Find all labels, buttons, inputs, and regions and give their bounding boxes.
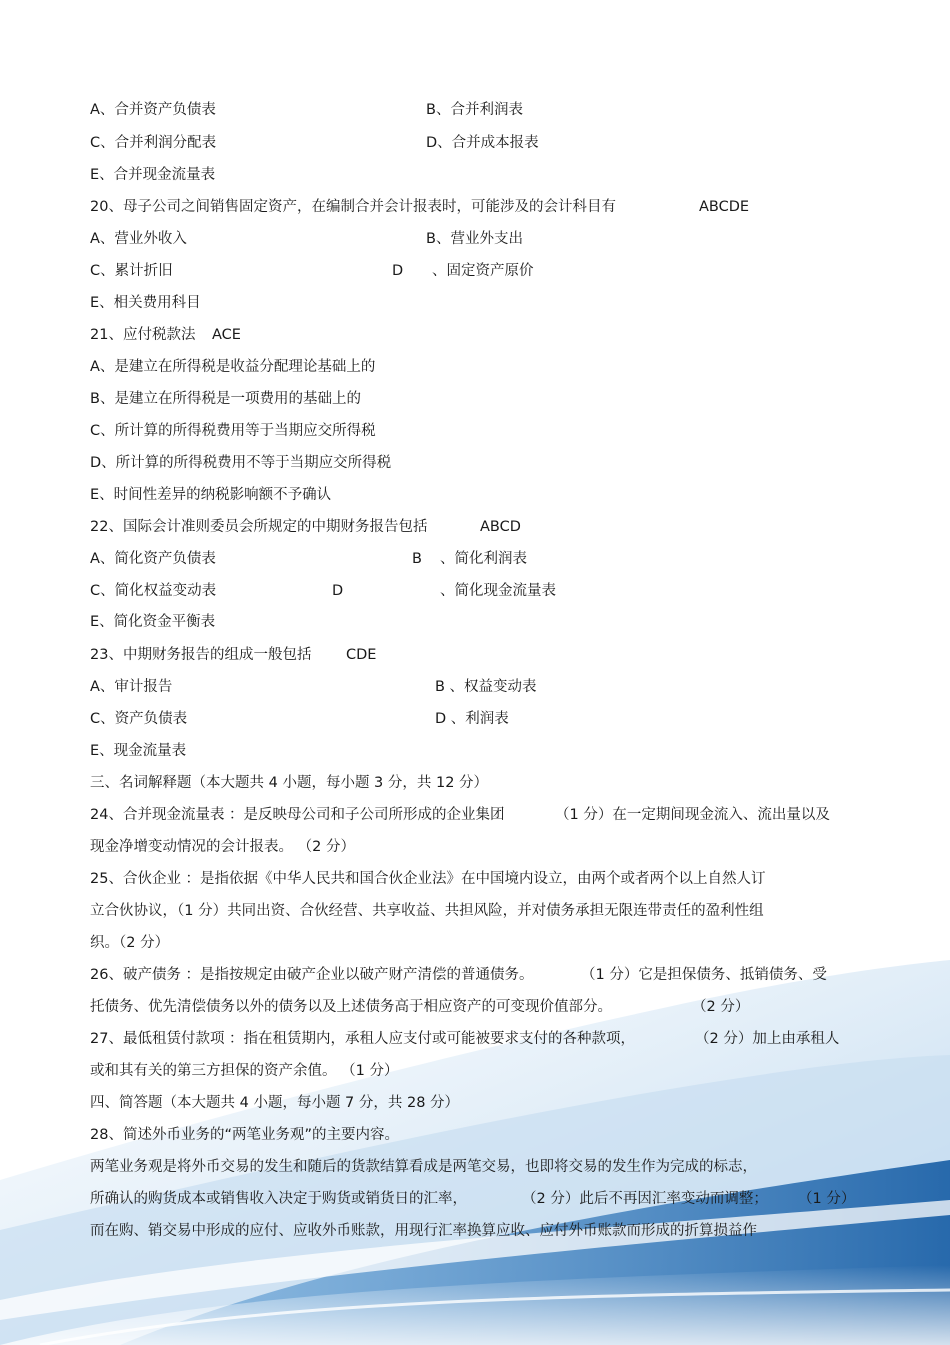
q20-option-a: A、营业外收入 [90, 231, 187, 247]
q20-option-d-letter: D [392, 263, 404, 279]
q19-option-e: E、合并现金流量表 [90, 167, 216, 183]
q21-question: 21、应付税款法 [90, 327, 196, 343]
q22-option-d-text: 、简化现金流量表 [440, 583, 556, 599]
q19-option-c: C、合并利润分配表 [90, 135, 217, 151]
q28-question: 28、简述外币业务的“两笔业务观”的主要内容。 [90, 1127, 399, 1143]
section-3-heading: 三、名词解释题（本大题共 4 小题，每小题 3 分，共 12 分） [90, 775, 489, 791]
q28-answer-line-2-score-2: （1 分） [798, 1191, 856, 1207]
q20-option-b: B、营业外支出 [426, 231, 523, 247]
q21-option-d: D、所计算的所得税费用不等于当期应交所得税 [90, 455, 392, 471]
q22-option-b-text: 、简化利润表 [440, 551, 527, 567]
q26-line-2-score: （2 分） [692, 999, 750, 1015]
q22-option-c: C、简化权益变动表 [90, 583, 217, 599]
q27-line-2: 或和其有关的第三方担保的资产余值。 （1 分） [90, 1063, 399, 1079]
q23-option-d: D 、利润表 [435, 711, 509, 727]
q25-line-1: 25、合伙企业 ：是指依据《中华人民共和国合伙企业法》在中国境内设立，由两个或者两个以上自然人订 [90, 871, 766, 887]
q19-option-b: B、合并利润表 [426, 102, 523, 118]
q28-answer-line-2-score: （2 分）此后不再因汇率变动而调整； [522, 1191, 768, 1207]
q28-answer-line-2: 所确认的购货成本或销售收入决定于购货或销货日的汇率， [90, 1191, 467, 1207]
section-4-heading: 四、简答题（本大题共 4 小题，每小题 7 分，共 28 分） [90, 1095, 460, 1111]
q26-line-1: 26、破产债务 ：是指按规定由破产企业以破产财产清偿的普通债务。 [90, 967, 534, 983]
q20-question: 20、母子公司之间销售固定资产，在编制合并会计报表时，可能涉及的会计科目有 [90, 199, 616, 215]
q20-option-c: C、累计折旧 [90, 263, 173, 279]
q25-line-2: 立合伙协议，（1 分）共同出资、合伙经营、共享收益、共担风险，并对债务承担无限连带责任的盈利性组 [90, 903, 764, 919]
q23-option-a: A、审计报告 [90, 679, 173, 695]
q24-line-1: 24、合并现金流量表 ：是反映母公司和子公司所形成的企业集团 [90, 807, 505, 823]
q28-answer-line-1: 两笔业务观是将外币交易的发生和随后的货款结算看成是两笔交易，也即将交易的发生作为完成的标志， [90, 1159, 757, 1175]
q22-option-e: E、简化资金平衡表 [90, 614, 216, 630]
q21-option-b: B、是建立在所得税是一项费用的基础上的 [90, 391, 361, 407]
q24-line-2: 现金净增变动情况的会计报表。 （2 分） [90, 839, 355, 855]
q19-option-a: A、合并资产负债表 [90, 102, 216, 118]
q21-option-a: A、是建立在所得税是收益分配理论基础上的 [90, 359, 376, 375]
q22-option-a: A、简化资产负债表 [90, 551, 216, 567]
q22-option-b-letter: B [412, 551, 422, 567]
q20-option-e: E、相关费用科目 [90, 295, 201, 311]
q28-answer-line-3: 而在购、销交易中形成的应付、应收外币账款，用现行汇率换算应收、应付外币账款而形成的折算损益作 [90, 1223, 757, 1239]
q23-option-b: B 、权益变动表 [435, 679, 537, 695]
q20-answer: ABCDE [699, 199, 750, 215]
q25-line-3: 织。（2 分） [90, 935, 170, 951]
q26-line-2: 托债务、优先清偿债务以外的债务以及上述债务高于相应资产的可变现价值部分。 [90, 999, 612, 1015]
q26-line-1-score: （1 分）它是担保债务、抵销债务、受 [581, 967, 827, 983]
q27-line-1: 27、最低租赁付款项 ：指在租赁期内，承租人应支付或可能被要求支付的各种款项， [90, 1031, 636, 1047]
q22-question: 22、国际会计准则委员会所规定的中期财务报告包括 [90, 519, 428, 535]
q20-option-d-text: 、固定资产原价 [432, 263, 534, 279]
q21-answer: ACE [212, 327, 241, 343]
q27-line-1-score: （2 分）加上由承租人 [695, 1031, 840, 1047]
q21-option-e: E、时间性差异的纳税影响额不予确认 [90, 487, 332, 503]
q24-line-1-score: （1 分）在一定期间现金流入、流出量以及 [555, 807, 830, 823]
q21-option-c: C、所计算的所得税费用等于当期应交所得税 [90, 423, 376, 439]
q23-option-c: C、资产负债表 [90, 711, 188, 727]
q19-option-d: D、合并成本报表 [426, 135, 539, 151]
q23-question: 23、中期财务报告的组成一般包括 [90, 647, 312, 663]
q22-answer: ABCD [480, 519, 521, 535]
q22-option-d-letter: D [332, 583, 344, 599]
q23-option-e: E、现金流量表 [90, 743, 187, 759]
q23-answer: CDE [346, 647, 377, 663]
